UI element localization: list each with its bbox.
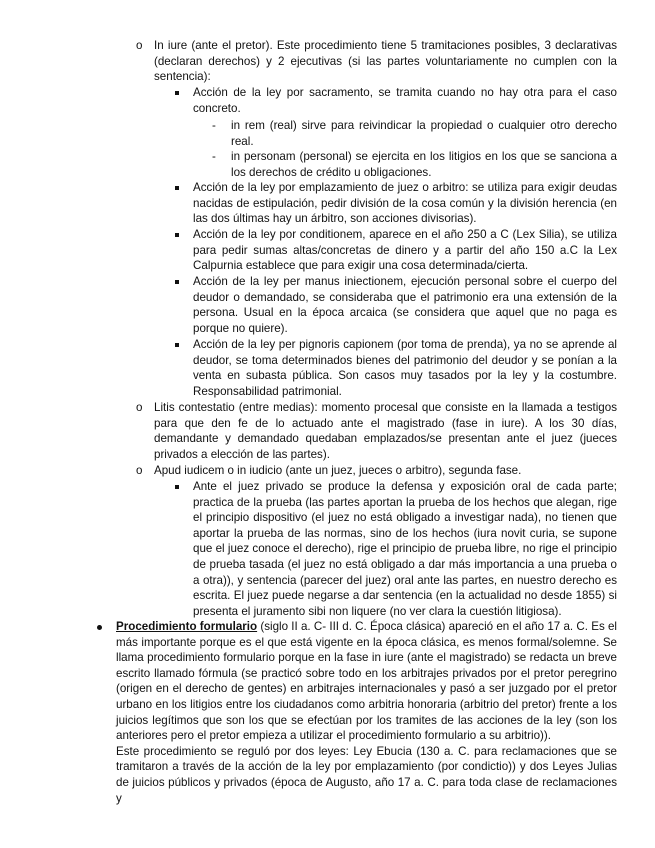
- iure-paragraph: In iure (ante el pretor). Este procedimiento tiene 5 tramitaciones posibles, 3 declarativas (declaran derechos) y 2 ejecutivas (si las partes voluntariamente no cumplen con la sentencia):: [154, 39, 617, 84]
- dash-bullet: -: [212, 150, 216, 163]
- circle-bullet: o: [136, 39, 143, 52]
- in-personam-paragraph: in personam (personal) se ejercita en los litigios en los que se sanciona a los derechos de crédito u obligaciones.: [231, 150, 617, 179]
- square-bullet: [175, 485, 179, 489]
- square-bullet: [175, 91, 179, 95]
- formulario-section: [116, 619, 617, 806]
- manus-paragraph: Acción de la ley per manus iniectionem, ejecución personal sobre el cuerpo del deudor o demandado, se consideraba que el patrimonio era una extensión de la persona. Usual en la época arcaica (se considera que aquel que no paga es porque no quiere).: [193, 275, 617, 335]
- emplazamiento-paragraph: Acción de la ley por emplazamiento de juez o arbitro: se utiliza para exigir deudas nacidas de estipulación, pedir división de la cosa común y la división herencia (en las dos últimas hay un árbitro, son acciones divisorias).: [193, 181, 617, 226]
- disc-bullet: [97, 625, 102, 630]
- formulario-text: (siglo II a. C- III d. C. Época clásica) apareció en el año 17 a. C. Es el más importante porque es el que está vigente en la época clásica, es menos formal/solemne. Se llama procedimiento formulario porque en la fase in iure (ante el magistrado) se redacta un breve escrito llamado fórmula (se practicó sobre todo en los arbitrajes privados por el pretor peregrino (origen en el derecho de gentes) en arbitrajes internacionales y pasó a ser juzgado por el pretor urbano en los litigios entre los ciudadanos como arbitria honoraria (arbitrio del pretor) frente a los juicios legítimos que son los que se efectúan por los tramites de las acciones de la ley (son los anteriores pero el pretor empieza a utilizar el procedimiento formulario a su arbitrio)).: [116, 620, 618, 743]
- square-bullet: [175, 186, 179, 190]
- circle-bullet: o: [136, 464, 143, 477]
- circle-bullet: o: [136, 401, 143, 414]
- apud-sub-paragraph: Ante el juez privado se produce la defensa y exposición oral de cada parte; practica de la prueba (las partes aportan la prueba de los hechos que alegan, rige el principio dispositivo (el juez no está obligado a investigar nada), no tienen que aportar la prueba de las normas, sino de los hechos (iura novit curia, se supone que el juez conoce el derecho), rige el principio de prueba libre, no rige el principio de prueba tasada (el juez no está obligado a dar más importancia a una prueba o a otra)), y sentencia (parecer del juez) oral ante las partes, en nuestro derecho es escrita. El juez puede negarse a dar sentencia (en la actualidad no desde 1855) si presenta el juramento sibi non liquere (no ver clara la cuestión litigiosa).: [193, 480, 617, 618]
- dash-bullet: -: [212, 119, 216, 132]
- formulario-text-2: Este procedimiento se reguló por dos leyes: Ley Ebucia (130 a. C. para reclamaciones que se tramitaron a través de la acción de la ley por emplazamiento (por condictio)) y dos Leyes Julias de juicios públicos y privados (época de Augusto, año 17 a. C. para toda clase de reclamaciones y: [116, 744, 617, 805]
- square-bullet: [175, 343, 179, 347]
- condicionem-paragraph: Acción de la ley por conditionem, aparece en el año 250 a C (Lex Silia), se utiliza para pedir sumas altas/concretas de dinero y a partir del año 150 a.C la Lex Calpurnia establece que para exigir una cosa determinada/cierta.: [193, 228, 617, 273]
- square-bullet: [175, 233, 179, 237]
- pignoris-paragraph: Acción de la ley per pignoris capionem (por toma de prenda), ya no se aprende al deudor, se toma determinados bienes del patrimonio del deudor y se ponían a la venta en subasta pública. Son casos muy tasados por la ley y la costumbre. Responsabilidad patrimonial.: [193, 338, 617, 398]
- square-bullet: [175, 280, 179, 284]
- in-rem-paragraph: in rem (real) sirve para reivindicar la propiedad o cualquier otro derecho real.: [231, 119, 617, 148]
- apud-paragraph: Apud iudicem o in iudicio (ante un juez, jueces o arbitro), segunda fase.: [154, 464, 522, 477]
- sacramento-paragraph: Acción de la ley por sacramento, se tramita cuando no hay otra para el caso concreto.: [193, 86, 617, 115]
- formulario-title: Procedimiento formulario: [116, 620, 258, 633]
- litis-paragraph: Litis contestatio (entre medias): momento procesal que consiste en la llamada a testigos para que den fe de lo actuado ante el magistrado (fase in iure). A los 30 días, demandante y demandado quedaban emplazados/se presentan ante el juez (jueces privados a elección de las partes).: [154, 401, 617, 461]
